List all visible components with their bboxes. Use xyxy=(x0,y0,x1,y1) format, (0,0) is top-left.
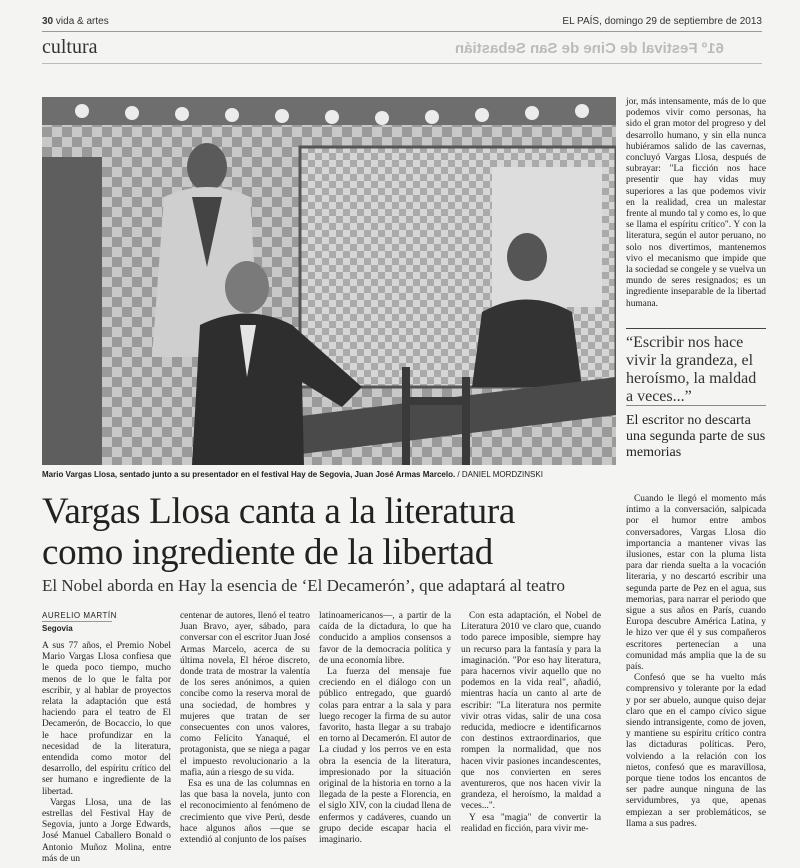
headline-line-1: Vargas Llosa canta a la literatura xyxy=(42,491,515,532)
caption-text: Mario Vargas Llosa, sentado junto a su presentador en el festival Hay de Segovia, Juan José Armas Marcelo. xyxy=(42,470,456,479)
headline xyxy=(42,491,632,573)
photo-credit: / DANIEL MORDZINSKI xyxy=(457,470,543,479)
section-title: cultura xyxy=(42,36,98,58)
body-column-2 xyxy=(180,611,310,846)
photo-illustration xyxy=(42,97,616,465)
page-number: 30 xyxy=(42,16,54,27)
header-rule xyxy=(42,31,762,32)
pull-quote-rule xyxy=(626,328,766,329)
body-column-1 xyxy=(42,641,171,865)
byline-author: AURELIO MARTÍN xyxy=(42,611,117,620)
masthead-date xyxy=(562,16,762,27)
byline-location: Segovia xyxy=(42,624,73,633)
body-paragraph: Con esta adaptación, el Nobel de Literatura 2010 ve claro que, cuando todo parece imposible, siempre hay un recurso para la fantasía y para la imaginación. "Por eso hay literatura, para hacernos vivir aquello que no podemos en la vida real", añadió, mientras hacía un canto al arte de escribir: "La literatura nos permite vivir otras vidas, salir de una cosa reducida, mediocre e identificarnos con destinos extraordinarios, que rompen la normalidad, que nos hacen vivir pasiones incandescentes, que nos convierten en seres aventureros, que nos hacen vivir la grandeza, el heroísmo, la maldad a veces...". xyxy=(461,611,601,812)
right-column-text: jor, más intensamente, más de lo que podemos vivir como personas, ha sido el gran motor del progreso y del desarrollo humano, y sin ella nunca hubiéramos salido de las cavernas, concluyó Vargas Llosa, después de subrayar: "La ficción nos hace presentir que hay vidas muy superiores a las que podemos vivir en la realidad, crea un malestar frente al mundo tal y como es, lo que se llama el espíritu crítico". Y con la literatura, según el autor peruano, no solo nos divertimos, mantenemos vivo el mecanismo que impide que la sociedad se congele y se vuelva un mundo de seres resignados; es un ingrediente inseparable de la libertad humana. xyxy=(626,97,766,309)
page-folio xyxy=(42,16,109,27)
body-paragraph: Vargas Llosa, una de las estrellas del Festival Hay de Segovia, junto a Jorge Edwards, José Manuel Caballero Bonald o Antonio Muñoz Molina, entre más de un xyxy=(42,797,171,864)
headline-line-2: como ingrediente de la libertad xyxy=(42,532,493,573)
issue-date: domingo 29 de septiembre de 2013 xyxy=(604,16,762,27)
deck: El Nobel aborda en Hay la esencia de ‘El Decamerón’, que adaptará al teatro xyxy=(42,576,565,595)
section-slug: vida & artes xyxy=(55,16,109,27)
body-paragraph: Cuando le llegó el momento más íntimo a la conversación, salpicada por el humor entre ambos conversadores, Vargas Llosa dio importancia a mantener vivas las ilusiones, estar con la pluma lista para dar rienda suelta a la vocación literaria, y no descartó escribir una segunda parte de Pez en el agua, sus memorias, para narrar el periodo que sigue a sus años en París, cuando Europa descubre América Latina, y le hizo ver que él y sus compañeros escritores pertenecían a una comunidad más amplia que la de su país. xyxy=(626,494,766,673)
byline-rule xyxy=(42,621,112,622)
body-paragraph: Esa es una de las columnas en las que basa la novela, junto con el reconocimiento al fenómeno de crecimiento que vive Perú, desde hace algunos años —que se extendió al conjunto de los países xyxy=(180,779,310,846)
right-column-lower xyxy=(626,494,766,830)
section-rule xyxy=(42,63,762,64)
body-column-4 xyxy=(461,611,601,835)
body-column-3 xyxy=(319,611,451,846)
body-paragraph: A sus 77 años, el Premio Nobel Mario Vargas Llosa confiesa que le queda poco tiempo, mucho menos de lo que le falta por escribir, y al hablar de proyectos relata la adaptación que está haciendo para el teatro de El Decamerón, de Bocaccio, lo que le hace profundizar en la necesidad de la literatura, entendida como motor del desarrollo, del espíritu crítico del ser humano e ingrediente de la libertad. xyxy=(42,641,171,797)
article-photo xyxy=(42,97,616,465)
subhead: El escritor no descarta una segunda parte de sus memorias xyxy=(626,413,766,460)
photo-caption xyxy=(42,470,616,479)
body-paragraph: latinoamericanos—, a partir de la caída de la dictadura, lo que ha conducido a amplios consensos a favor de la democracia política y de una economía libre. xyxy=(319,611,451,666)
body-paragraph: Y esa "magia" de convertir la realidad en ficción, para vivir me- xyxy=(461,812,601,834)
body-paragraph: centenar de autores, llenó el teatro Juan Bravo, ayer, sábado, para conversar con el escritor Juan José Armas Marcelo, acerca de su última novela, El héroe discreto, donde trata de mostrar la valentía de los seres anónimos, a quien concibe como la reserva moral de una sociedad, de hombres y mujeres que tratan de ser consecuentes con unos valores, como Felícito Yanaqué, el protagonista, que se niega a pagar el impuesto revolucionario a la mafia, aún a riesgo de su vida. xyxy=(180,611,310,778)
body-paragraph: La fuerza del mensaje fue creciendo en el diálogo con un público entregado, que guardó colas para entrar a la sala y para luego recoger la firma de su autor favorito, hasta llegar a su trabajo en torno al Decamerón. El autor de La ciudad y los perros ve en esta obra la esencia de la literatura, impresionado por la situación original de la historia en torno a la llegada de la peste a Florencia, en el siglo XIV, con la ciudad llena de enfermos y cadáveres, cuando un grupo decide escapar hacia el imaginario. xyxy=(319,667,451,846)
subhead-rule xyxy=(626,405,766,406)
body-paragraph: Confesó que se ha vuelto más comprensivo y tolerante por la edad y por ser abuelo, aunque quiso dejar claro que en el campo cívico sigue siendo intransigente, como de joven, y mantiene su espíritu crítico contra las dictaduras políticas. Pero, volviendo a la relación con los nietos, confesó que es maravillosa, porque tiene todos los encantos de ser padre aunque ninguna de las servidumbres, ya que, apenas empiezan a ser problemáticos, se llama a sus padres. xyxy=(626,673,766,829)
bleed-through-text: 61º Festival de Cine de San Sebastián xyxy=(455,40,724,57)
masthead: EL PAÍS, xyxy=(562,16,602,27)
pull-quote: “Escribir nos hace vivir la grandeza, el heroísmo, la maldad a veces...” xyxy=(626,334,757,405)
